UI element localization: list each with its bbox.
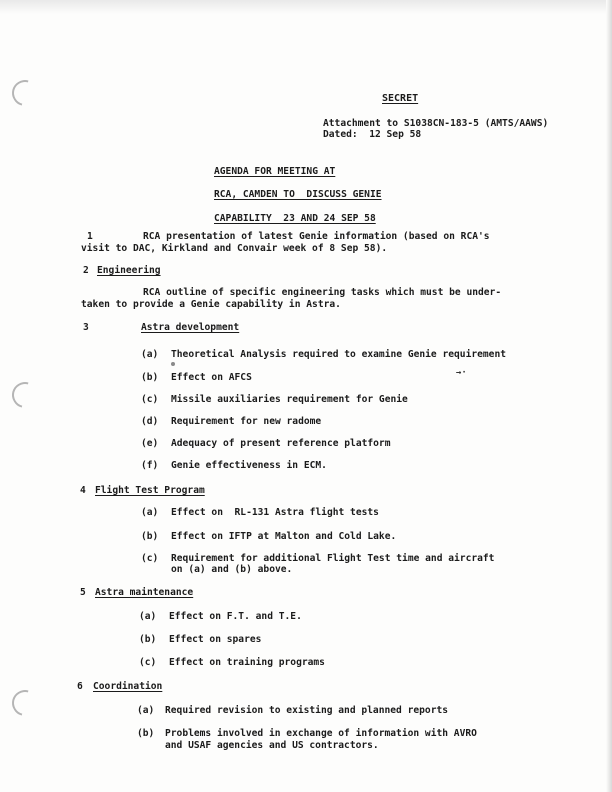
section-number: 1 bbox=[87, 231, 93, 242]
section-number: 4 bbox=[80, 485, 86, 496]
item-letter: (a) bbox=[141, 507, 159, 518]
stray-pen-mark-icon: →· bbox=[456, 368, 467, 378]
item-letter: (c) bbox=[141, 553, 159, 564]
item-letter: (d) bbox=[141, 416, 159, 427]
list-item: Effect on F.T. and T.E. bbox=[169, 611, 302, 622]
section-3-heading: Astra development bbox=[141, 322, 240, 333]
item-letter: (b) bbox=[141, 372, 159, 383]
dated-line: Dated: 12 Sep 58 bbox=[323, 129, 422, 140]
item-letter: (e) bbox=[141, 438, 159, 449]
section-1-text-line-2: visit to DAC, Kirkland and Convair week of 8 Sep 58). bbox=[81, 243, 388, 254]
section-6-heading: Coordination bbox=[93, 681, 163, 692]
list-item: Effect on IFTP at Malton and Cold Lake. bbox=[171, 531, 397, 542]
section-number: 5 bbox=[80, 587, 86, 598]
section-4-heading: Flight Test Program bbox=[95, 485, 205, 496]
list-item: Effect on AFCS bbox=[171, 372, 252, 383]
list-item: Required revision to existing and planned reports bbox=[165, 705, 449, 716]
section-2-heading: Engineering bbox=[97, 265, 161, 276]
punch-hole-icon bbox=[7, 377, 43, 413]
punch-hole-icon bbox=[7, 75, 43, 111]
list-item: Effect on spares bbox=[169, 634, 262, 645]
item-letter: (b) bbox=[137, 728, 155, 739]
item-letter: (b) bbox=[141, 531, 159, 542]
scan-edge-shadow bbox=[0, 0, 612, 14]
scan-speck bbox=[171, 362, 175, 366]
item-letter: (f) bbox=[141, 460, 159, 471]
section-5-heading: Astra maintenance bbox=[95, 587, 194, 598]
list-item: Missile auxiliaries requirement for Genie bbox=[171, 394, 408, 405]
section-number: 3 bbox=[83, 322, 89, 333]
list-item: Adequacy of present reference platform bbox=[171, 438, 391, 449]
agenda-title-line-1: AGENDA FOR MEETING AT bbox=[214, 166, 336, 177]
scan-edge-shadow-right bbox=[606, 0, 612, 792]
section-number: 2 bbox=[83, 265, 89, 276]
item-letter: (b) bbox=[139, 634, 157, 645]
list-item-line-2: on (a) and (b) above. bbox=[171, 564, 293, 575]
item-letter: (c) bbox=[139, 657, 157, 668]
list-item-line-1: Requirement for additional Flight Test time and aircraft bbox=[171, 553, 495, 564]
list-item: Requirement for new radome bbox=[171, 416, 322, 427]
section-number: 6 bbox=[77, 681, 83, 692]
punch-hole-icon bbox=[7, 685, 43, 721]
item-letter: (c) bbox=[141, 394, 159, 405]
attachment-reference: Attachment to S1038CN-183-5 (AMTS/AAWS) bbox=[323, 118, 549, 129]
item-letter: (a) bbox=[141, 349, 159, 360]
section-2-text-line-1: RCA outline of specific engineering tasks which must be under- bbox=[143, 287, 502, 298]
list-item: Effect on training programs bbox=[169, 657, 325, 668]
classification-marking: SECRET bbox=[382, 93, 419, 104]
item-letter: (a) bbox=[139, 611, 157, 622]
section-2-text-line-2: taken to provide a Genie capability in Astra. bbox=[81, 299, 341, 310]
agenda-title-line-3: CAPABILITY 23 AND 24 SEP 58 bbox=[214, 213, 376, 224]
list-item: Theoretical Analysis required to examine Genie requirement bbox=[171, 349, 507, 360]
list-item: Effect on RL-131 Astra flight tests bbox=[171, 507, 379, 518]
list-item-line-2: and USAF agencies and US contractors. bbox=[165, 740, 379, 751]
agenda-title-line-2: RCA, CAMDEN TO DISCUSS GENIE bbox=[214, 189, 382, 200]
item-letter: (a) bbox=[137, 705, 155, 716]
list-item-line-1: Problems involved in exchange of information with AVRO bbox=[165, 728, 477, 739]
list-item: Genie effectiveness in ECM. bbox=[171, 460, 327, 471]
section-1-text-line-1: RCA presentation of latest Genie information (based on RCA's bbox=[143, 231, 490, 242]
